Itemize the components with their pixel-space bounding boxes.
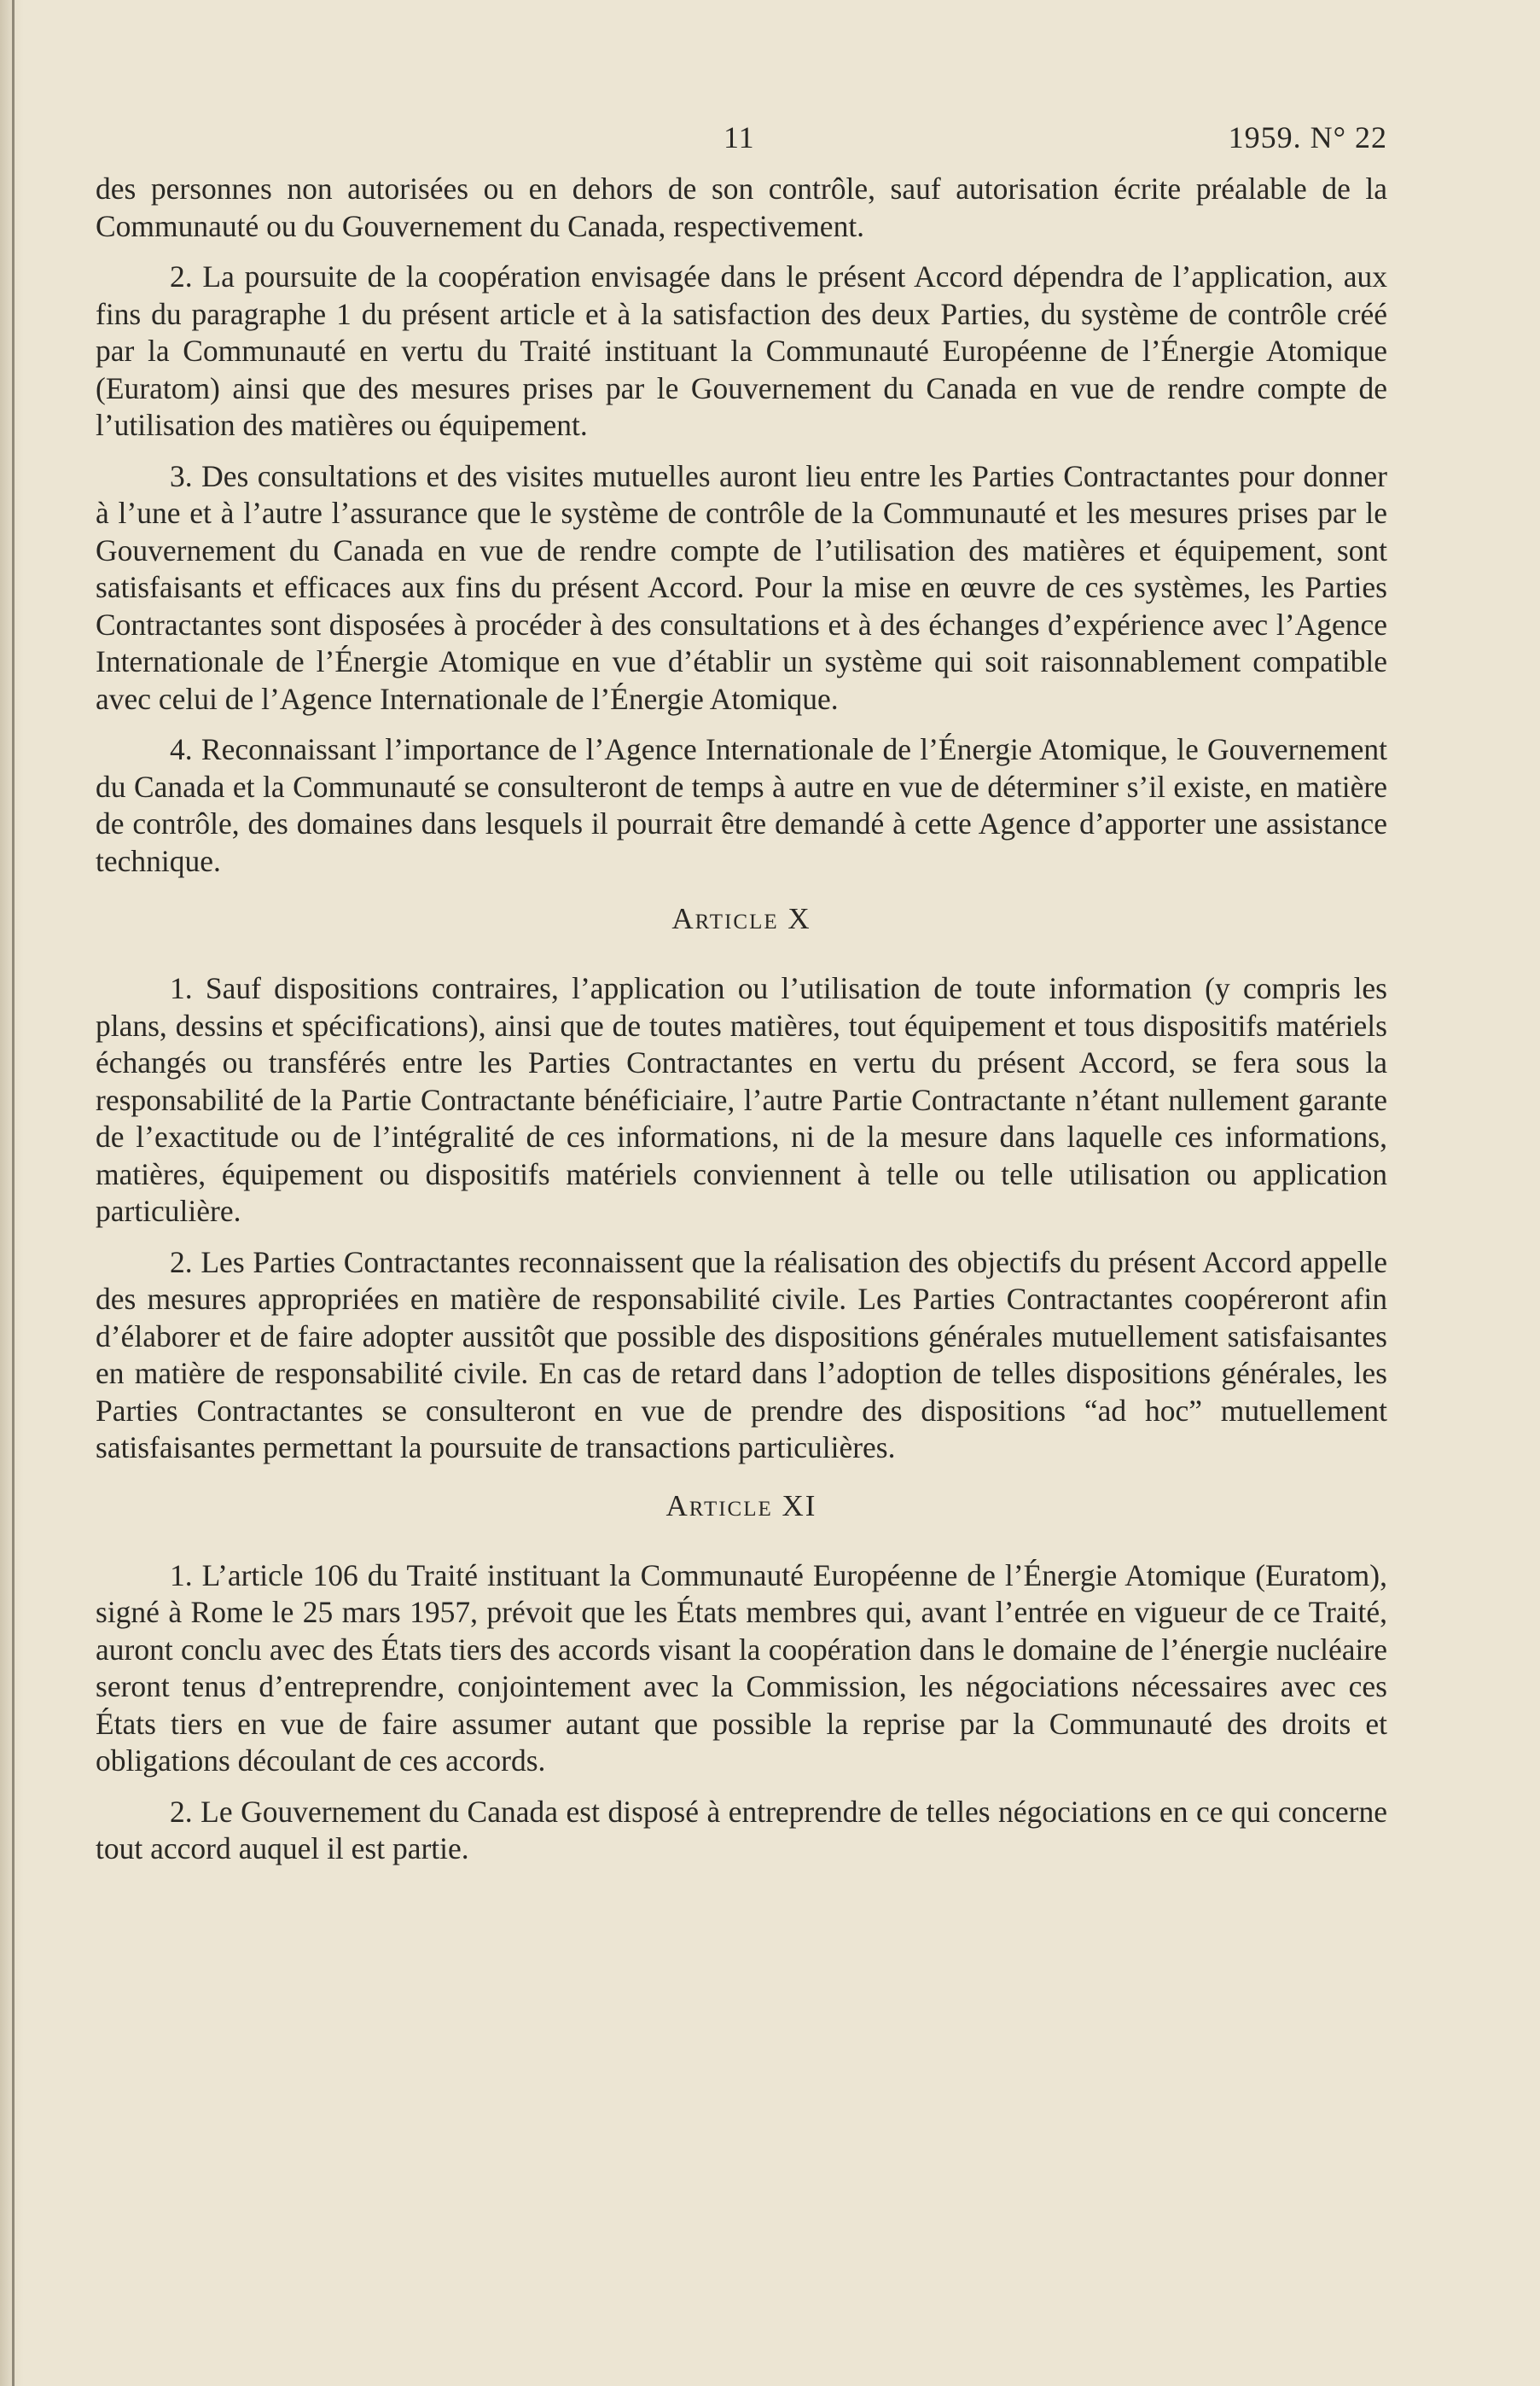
issue-number: 1959. N° 22 [1228, 120, 1387, 154]
paragraph-3: 3. Des consultations et des visites mutuelles auront lieu entre les Parties Contractantes pour donner à l’une et à l’autre l’assurance que le système de contrôle de la Communauté et les mesures prises par le Gouvernement du Canada en vue de rendre compte de l’utilisation des matières et équipement, sont satisfaisants et efficaces aux fins du présent Accord. Pour la mise en œuvre de ces systèmes, les Parties Contractantes sont disposées à procéder à des consultations et à des échanges d’expérience avec l’Agence Internationale de l’Énergie Atomique en vue d’établir un système qui soit raisonnablement compatible avec celui de l’Agence Internationale de l’Énergie Atomique. [96, 458, 1387, 716]
document-page [96, 119, 1387, 1882]
page-number: 11 [724, 120, 755, 154]
article-x-heading: Article X [671, 902, 811, 935]
paragraph-continued: des personnes non autorisées ou en dehors de son contrôle, sauf autorisation écrite préalable de la Communauté ou du Gouvernement du Canada, respectivement. [96, 172, 1387, 243]
article-x-paragraph-1: 1. Sauf dispositions contraires, l’application ou l’utilisation de toute information (y compris les plans, dessins et spécifications), ainsi que de toutes matières, tout équipement et tous dispositifs matériels échangés ou transférés entre les Parties Contractantes en vertu du présent Accord, se fera sous la responsabilité de la Partie Contractante bénéficiaire, l’autre Partie Contractante n’étant nullement garante de l’exactitude ou de l’intégralité de ces informations, ni de la mesure dans laquelle ces informations, matières, équipement ou dispositifs matériels conviennent à telle ou telle utilisation ou application particulière. [96, 971, 1387, 1228]
page-binding-edge [0, 0, 24, 2386]
article-xi-paragraph-1: 1. L’article 106 du Traité instituant la Communauté Européenne de l’Énergie Atomique (Euratom), signé à Rome le 25 mars 1957, prévoit que les États membres qui, avant l’entrée en vigueur de ce Traité, auront conclu avec des États tiers des accords visant la coopération dans le domaine de l’énergie nucléaire seront tenus d’entreprendre, conjointement avec la Commission, les négociations nécessaires avec ces États tiers en vue de faire assumer autant que possible la reprise par la Communauté des droits et obligations découlant de ces accords. [96, 1557, 1387, 1778]
article-xi-heading: Article XI [665, 1488, 817, 1522]
paragraph-4: 4. Reconnaissant l’importance de l’Agence Internationale de l’Énergie Atomique, le Gouvernement du Canada et la Communauté se consulteront de temps à autre en vue de déterminer s’il existe, en matière de contrôle, des domaines dans lesquels il pourrait être demandé à cette Agence d’apporter une assistance technique. [96, 732, 1387, 878]
paragraph-2: 2. La poursuite de la coopération envisagée dans le présent Accord dépendra de l’application, aux fins du paragraphe 1 du présent article et à la satisfaction des deux Parties, du système de contrôle créé par la Communauté en vertu du Traité instituant la Communauté Européenne de l’Énergie Atomique (Euratom) ainsi que des mesures prises par le Gouvernement du Canada en vue de rendre compte de l’utilisation des matières ou équipement. [96, 259, 1387, 442]
article-xi-paragraph-2: 2. Le Gouvernement du Canada est disposé à entreprendre de telles négociations en ce qui concerne tout accord auquel il est partie. [96, 1794, 1387, 1865]
article-x-paragraph-2: 2. Les Parties Contractantes reconnaissent que la réalisation des objectifs du présent Accord appelle des mesures appropriées en matière de responsabilité civile. Les Parties Contractantes coopéreront afin d’élaborer et de faire adopter aussitôt que possible des dispositions générales mutuellement satisfaisantes en matière de responsabilité civile. En cas de retard dans l’adoption de telles dispositions générales, les Parties Contractantes se consulteront en vue de prendre des dispositions “ad hoc” mutuellement satisfaisantes permettant la poursuite de transactions particulières. [96, 1244, 1387, 1464]
page-header [96, 119, 1387, 171]
